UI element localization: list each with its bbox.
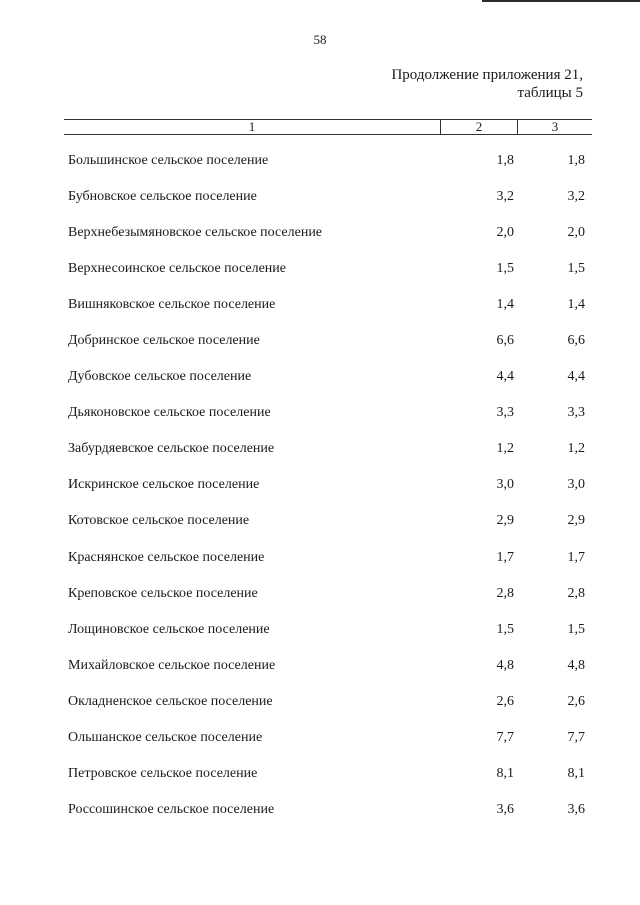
value-column-3: 1,8 — [567, 153, 585, 168]
table-row — [0, 179, 640, 215]
table-row — [0, 143, 640, 179]
table-row — [0, 251, 640, 287]
value-column-3: 2,9 — [567, 513, 585, 529]
settlement-name: Добринское сельское поселение — [68, 333, 260, 349]
table-row — [0, 503, 640, 539]
page-number: 58 — [313, 32, 327, 47]
settlement-name: Верхнебезымяновское сельское поселение — [68, 225, 323, 241]
value-column-2: 3,6 — [496, 801, 514, 817]
table-row — [0, 395, 640, 431]
top-edge-rule — [482, 0, 640, 2]
table-row — [0, 720, 640, 756]
table-row — [0, 540, 640, 576]
caption-line-1: Продолжение приложения 21, — [391, 67, 583, 83]
value-column-3: 6,6 — [567, 333, 585, 349]
table-row — [0, 576, 640, 612]
table-row — [0, 684, 640, 720]
table-row — [0, 215, 640, 251]
value-column-2: 8,1 — [496, 765, 514, 781]
value-column-2: 1,2 — [496, 441, 514, 457]
table-row — [0, 359, 640, 395]
column-header-2: 2 — [475, 119, 483, 134]
settlement-name: Михайловское сельское поселение — [68, 657, 276, 673]
column-header-3: 3 — [551, 119, 559, 134]
settlement-name: Лощиновское сельское поселение — [68, 621, 270, 637]
settlement-name: Искринское сельское поселение — [68, 477, 260, 493]
value-column-2: 1,8 — [496, 153, 514, 168]
table-row — [0, 467, 640, 503]
value-column-3: 2,0 — [567, 225, 585, 241]
value-column-3: 1,5 — [567, 621, 585, 637]
table-row — [0, 792, 640, 828]
settlement-name: Котовское сельское поселение — [68, 513, 250, 529]
table-row — [0, 431, 640, 467]
value-column-3: 1,7 — [567, 549, 585, 565]
value-column-2: 2,6 — [496, 693, 514, 709]
settlement-name: Окладненское сельское поселение — [68, 693, 273, 709]
value-column-2: 6,6 — [496, 333, 514, 349]
value-column-3: 8,1 — [567, 765, 585, 781]
table-row — [0, 323, 640, 359]
settlement-name: Большинское сельское поселение — [68, 153, 269, 168]
value-column-2: 1,5 — [496, 621, 514, 637]
value-column-2: 3,2 — [496, 189, 514, 205]
settlement-name: Забурдяевское сельское поселение — [68, 441, 275, 457]
table-row — [0, 612, 640, 648]
column-header-1: 1 — [248, 119, 256, 134]
settlement-name: Ольшанское сельское поселение — [68, 729, 263, 745]
value-column-2: 4,4 — [496, 369, 514, 385]
table-header — [64, 115, 592, 135]
table-row — [0, 756, 640, 792]
value-column-3: 1,2 — [567, 441, 585, 457]
value-column-3: 2,6 — [567, 693, 585, 709]
value-column-2: 1,4 — [496, 297, 514, 313]
table-row — [0, 287, 640, 323]
value-column-2: 2,8 — [496, 585, 514, 601]
settlement-name: Петровское сельское поселение — [68, 765, 258, 781]
value-column-2: 3,0 — [496, 477, 514, 493]
value-column-2: 7,7 — [496, 729, 514, 745]
value-column-2: 4,8 — [496, 657, 514, 673]
value-column-2: 2,0 — [496, 225, 514, 241]
settlement-name: Креповское сельское поселение — [68, 585, 258, 601]
value-column-3: 3,0 — [567, 477, 585, 493]
caption-line-2: таблицы 5 — [517, 85, 583, 101]
value-column-2: 3,3 — [496, 405, 514, 421]
settlement-name: Бубновское сельское поселение — [68, 189, 257, 205]
header-bottom-rule — [64, 134, 592, 135]
value-column-3: 7,7 — [567, 729, 585, 745]
table-body — [0, 143, 640, 828]
value-column-3: 3,3 — [567, 405, 585, 421]
settlement-name: Дубовское сельское поселение — [68, 369, 252, 385]
value-column-2: 2,9 — [496, 513, 514, 529]
table-row — [0, 648, 640, 684]
value-column-3: 4,8 — [567, 657, 585, 673]
settlement-name: Верхнесоинское сельское поселение — [68, 261, 286, 277]
settlement-name: Дьяконовское сельское поселение — [68, 405, 271, 421]
value-column-3: 2,8 — [567, 585, 585, 601]
value-column-3: 3,6 — [567, 801, 585, 817]
settlement-name: Россошинское сельское поселение — [68, 801, 275, 817]
value-column-3: 4,4 — [567, 369, 585, 385]
value-column-3: 1,5 — [567, 261, 585, 277]
value-column-2: 1,5 — [496, 261, 514, 277]
value-column-3: 1,4 — [567, 297, 585, 313]
value-column-2: 1,7 — [496, 549, 514, 565]
table-caption — [391, 66, 583, 102]
settlement-name: Краснянское сельское поселение — [68, 549, 265, 565]
settlement-name: Вишняковское сельское поселение — [68, 297, 276, 313]
value-column-3: 3,2 — [567, 189, 585, 205]
